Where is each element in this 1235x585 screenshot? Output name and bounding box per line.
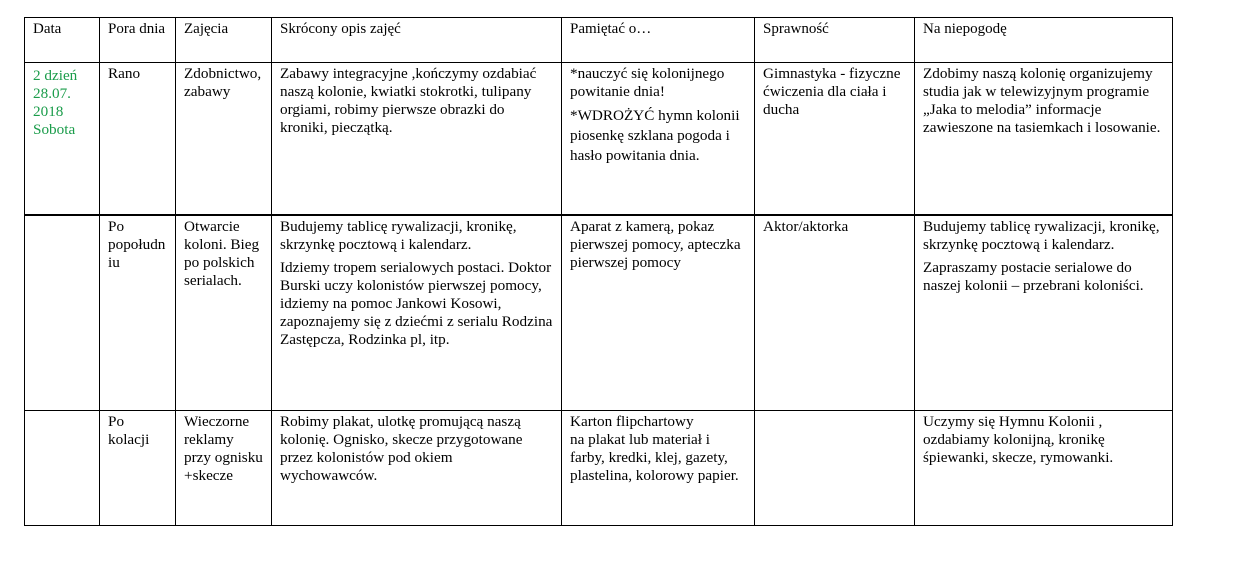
cell-zajecia: Wieczorne reklamy przy ognisku +skecze <box>176 411 272 526</box>
opis-paragraph: Budujemy tablicę rywalizacji, kronikę, skrzynkę pocztową i kalendarz. <box>280 218 517 253</box>
day-cell-empty <box>25 411 100 526</box>
cell-opis <box>272 63 562 216</box>
niepogoda-paragraph: Uczymy się Hymnu Kolonii , ozdabiamy kolonijną, kronikę śpiewanki, skecze, rymowanki. <box>923 413 1114 466</box>
pamietac-paragraph: na plakat lub materiał i farby, kredki, klej, gazety, plastelina, kolorowy papier. <box>570 431 739 484</box>
header-pamietac: Pamiętać o… <box>562 18 755 63</box>
header-pora: Pora dnia <box>100 18 176 63</box>
cell-sprawnosc: Aktor/aktorka <box>755 215 915 411</box>
pamietac-paragraph: Aparat z kamerą, pokaz pierwszej pomocy, apteczka pierwszej pomocy <box>570 218 741 271</box>
header-row <box>25 18 1173 63</box>
cell-niepogoda <box>915 215 1173 411</box>
day-year: 2018 <box>33 103 64 120</box>
cell-zajecia: Zdobnictwo, zabawy <box>176 63 272 216</box>
day-cell-empty <box>25 215 100 411</box>
cell-pora: Po popołudniu <box>100 215 176 411</box>
table-row <box>25 411 1173 526</box>
opis-paragraph: Idziemy tropem serialowych postaci. Doktor Burski uczy kolonistów pierwszej pomocy, idziemy na pomoc Jankowi Kosowi, zapoznajemy się z dziećmi z serialu Rodzina Zastępcza, Rodzinka pl, itp. <box>280 259 553 348</box>
header-data: Data <box>25 18 100 63</box>
day-date: 28.07. <box>33 85 71 102</box>
niepogoda-paragraph: Budujemy tablicę rywalizacji, kronikę, skrzynkę pocztową i kalendarz. <box>923 218 1160 253</box>
day-cell <box>25 63 100 216</box>
cell-opis <box>272 215 562 411</box>
niepogoda-paragraph: Zdobimy naszą kolonię organizujemy studia jak w telewizyjnym programie „Jaka to melodia” informacje zawieszone na tasiemkach i losowanie. <box>923 65 1161 136</box>
cell-pora: Po kolacji <box>100 411 176 526</box>
header-opis: Skrócony opis zajęć <box>272 18 562 63</box>
pamietac-paragraph: *WDROŻYĆ hymn kolonii piosenkę szklana pogoda i hasło powitania dnia. <box>570 107 740 164</box>
cell-niepogoda <box>915 411 1173 526</box>
opis-paragraph: Robimy plakat, ulotkę promującą naszą kolonię. Ognisko, skecze przygotowane przez kolonistów pod okiem wychowawców. <box>280 413 523 484</box>
plan-table <box>24 17 1173 526</box>
header-niepogoda: Na niepogodę <box>915 18 1173 63</box>
cell-zajecia: Otwarcie koloni. Bieg po polskich serialach. <box>176 215 272 411</box>
pamietac-paragraph: *nauczyć się kolonijnego powitanie dnia! <box>570 65 725 100</box>
pamietac-paragraph: Karton flipchartowy <box>570 413 694 430</box>
opis-paragraph: Zabawy integracyjne ,kończymy ozdabiać naszą kolonie, kwiatki stokrotki, tulipany orgiami, robimy pierwsze obrazki do kroniki, pieczątką. <box>280 65 537 136</box>
cell-pora: Rano <box>100 63 176 216</box>
header-zajecia: Zajęcia <box>176 18 272 63</box>
cell-pamietac <box>562 63 755 216</box>
table-row <box>25 215 1173 411</box>
cell-pamietac <box>562 215 755 411</box>
niepogoda-paragraph: Zapraszamy postacie serialowe do naszej kolonii – przebrani koloniści. <box>923 259 1144 294</box>
cell-sprawnosc <box>755 411 915 526</box>
cell-opis <box>272 411 562 526</box>
day-label: 2 dzień <box>33 67 78 84</box>
cell-niepogoda <box>915 63 1173 216</box>
header-sprawnosc: Sprawność <box>755 18 915 63</box>
cell-sprawnosc: Gimnastyka - fizyczne ćwiczenia dla ciała i ducha <box>755 63 915 216</box>
cell-pamietac <box>562 411 755 526</box>
table-row <box>25 63 1173 216</box>
day-weekday: Sobota <box>33 121 76 138</box>
